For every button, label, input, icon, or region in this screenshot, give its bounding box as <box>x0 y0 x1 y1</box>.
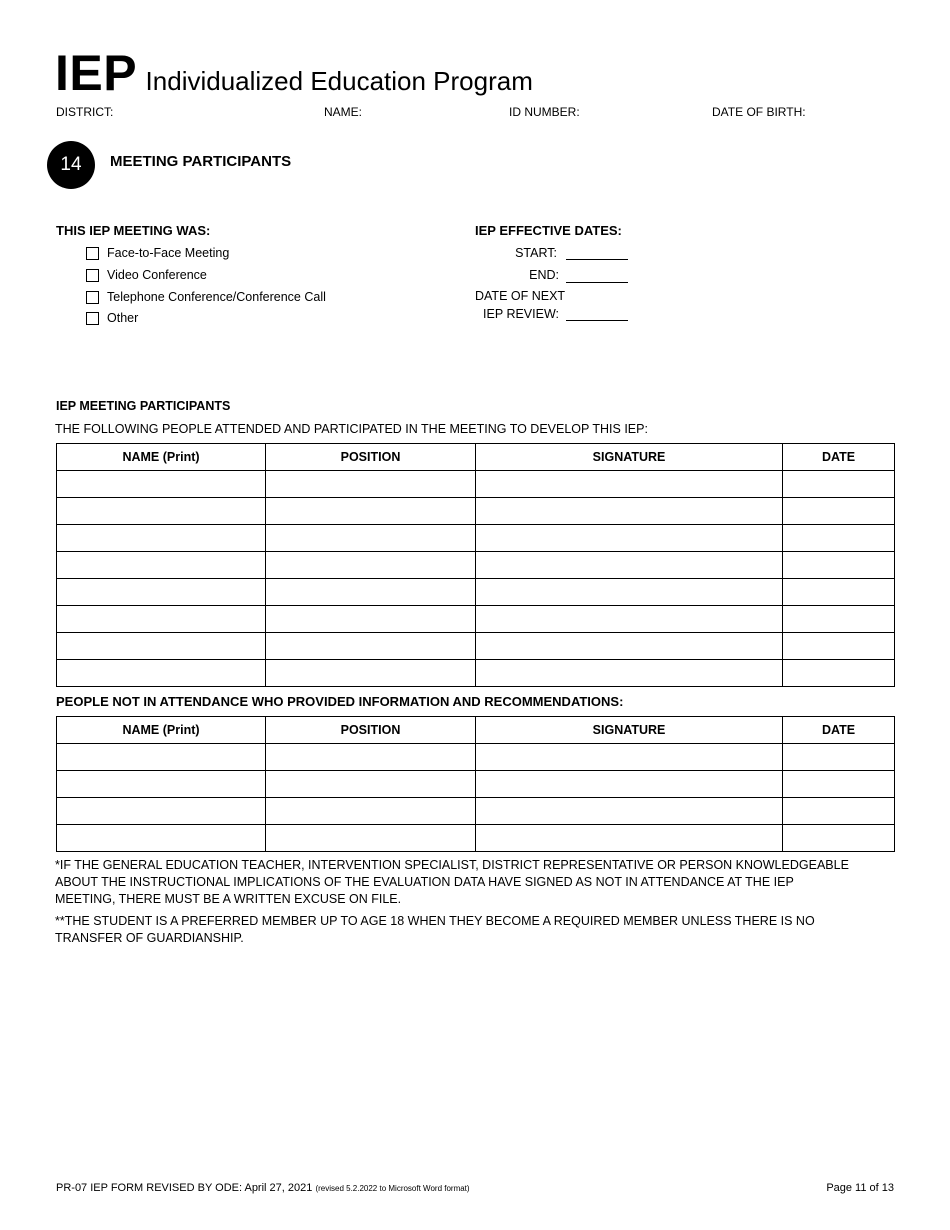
table-row <box>57 798 895 825</box>
table-row <box>57 660 895 687</box>
position-cell[interactable] <box>266 798 476 825</box>
other-checkbox[interactable] <box>86 312 99 325</box>
effective-dates-label: IEP EFFECTIVE DATES: <box>475 223 622 238</box>
name-cell[interactable] <box>57 552 266 579</box>
name-cell[interactable] <box>57 660 266 687</box>
option-video-conference[interactable] <box>86 268 207 282</box>
signature-cell[interactable] <box>476 552 783 579</box>
start-date-field[interactable] <box>566 259 628 260</box>
date-cell[interactable] <box>783 498 895 525</box>
position-cell[interactable] <box>266 606 476 633</box>
position-cell[interactable] <box>266 660 476 687</box>
option-telephone-conference[interactable] <box>86 290 326 304</box>
other-label: Other <box>107 311 139 325</box>
table-row <box>57 552 895 579</box>
position-cell[interactable] <box>266 825 476 852</box>
column-name: NAME (Print) <box>57 717 266 744</box>
telephone-conference-checkbox[interactable] <box>86 291 99 304</box>
column-position: POSITION <box>266 717 476 744</box>
telephone-conference-label: Telephone Conference/Conference Call <box>107 290 326 304</box>
date-cell[interactable] <box>783 771 895 798</box>
next-review-label-line1: DATE OF NEXT <box>475 289 566 303</box>
name-cell[interactable] <box>57 771 266 798</box>
date-cell[interactable] <box>783 606 895 633</box>
face-to-face-label: Face-to-Face Meeting <box>107 246 230 260</box>
name-cell[interactable] <box>57 525 266 552</box>
column-position: POSITION <box>266 444 476 471</box>
footnote-student-member: **THE STUDENT IS A PREFERRED MEMBER UP TO AGE 18 WHEN THEY BECOME A REQUIRED MEMBER UNLESS THERE IS NO TRANSFER OF GUARDIANSHIP. <box>55 914 815 945</box>
column-signature: SIGNATURE <box>476 717 783 744</box>
signature-cell[interactable] <box>476 798 783 825</box>
section-title: MEETING PARTICIPANTS <box>110 153 292 170</box>
name-cell[interactable] <box>57 606 266 633</box>
name-cell[interactable] <box>57 825 266 852</box>
footnote-excuse: *IF THE GENERAL EDUCATION TEACHER, INTERVENTION SPECIALIST, DISTRICT REPRESENTATIVE OR PERSON KNOWLEDGEABLE ABOUT THE INSTRUCTIONAL IMPLICATIONS OF THE EVALUATION DATA HAVE SIGNED AS NOT IN ATTENDANCE AT THE IEP MEETING, THERE MUST BE A WRITTEN EXCUSE ON FILE. <box>55 858 849 906</box>
signature-cell[interactable] <box>476 498 783 525</box>
not-attending-title: PEOPLE NOT IN ATTENDANCE WHO PROVIDED INFORMATION AND RECOMMENDATIONS: <box>56 694 624 709</box>
date-of-birth-label: DATE OF BIRTH: <box>712 105 806 119</box>
table-row <box>57 498 895 525</box>
next-review-label-line2: IEP REVIEW: <box>483 307 559 321</box>
district-label: DISTRICT: <box>56 105 114 119</box>
table-row <box>57 633 895 660</box>
not-attending-header-row <box>57 717 895 744</box>
name-cell[interactable] <box>57 633 266 660</box>
form-title <box>55 44 533 102</box>
name-cell[interactable] <box>57 744 266 771</box>
name-cell[interactable] <box>57 498 266 525</box>
name-cell[interactable] <box>57 798 266 825</box>
table-row <box>57 744 895 771</box>
option-face-to-face[interactable] <box>86 246 229 260</box>
participants-table <box>56 443 895 687</box>
date-cell[interactable] <box>783 471 895 498</box>
table-row <box>57 579 895 606</box>
position-cell[interactable] <box>266 579 476 606</box>
date-cell[interactable] <box>783 579 895 606</box>
id-number-label: ID NUMBER: <box>509 105 580 119</box>
table-row <box>57 606 895 633</box>
table-row <box>57 471 895 498</box>
participants-title: IEP MEETING PARTICIPANTS <box>56 399 231 413</box>
video-conference-label: Video Conference <box>107 268 207 282</box>
position-cell[interactable] <box>266 633 476 660</box>
name-cell[interactable] <box>57 471 266 498</box>
date-cell[interactable] <box>783 552 895 579</box>
next-review-date-field[interactable] <box>566 320 628 321</box>
table-row <box>57 771 895 798</box>
date-cell[interactable] <box>783 825 895 852</box>
footer-form-id <box>56 1182 470 1194</box>
signature-cell[interactable] <box>476 771 783 798</box>
iep-brand: IEP <box>55 45 138 101</box>
date-cell[interactable] <box>783 744 895 771</box>
video-conference-checkbox[interactable] <box>86 269 99 282</box>
name-cell[interactable] <box>57 579 266 606</box>
signature-cell[interactable] <box>476 825 783 852</box>
meeting-type-label: THIS IEP MEETING WAS: <box>56 223 211 238</box>
date-cell[interactable] <box>783 798 895 825</box>
signature-cell[interactable] <box>476 660 783 687</box>
position-cell[interactable] <box>266 744 476 771</box>
page-number: Page 11 of 13 <box>826 1182 894 1194</box>
option-other[interactable] <box>86 311 138 325</box>
end-label: END: <box>529 268 559 282</box>
position-cell[interactable] <box>266 525 476 552</box>
table-row <box>57 825 895 852</box>
date-cell[interactable] <box>783 633 895 660</box>
signature-cell[interactable] <box>476 471 783 498</box>
not-attending-table <box>56 716 895 852</box>
signature-cell[interactable] <box>476 525 783 552</box>
position-cell[interactable] <box>266 771 476 798</box>
revision-note: (revised 5.2.2022 to Microsoft Word format) <box>315 1184 470 1193</box>
name-label: NAME: <box>324 105 363 119</box>
participants-instruction: THE FOLLOWING PEOPLE ATTENDED AND PARTICIPATED IN THE MEETING TO DEVELOP THIS IEP: <box>55 422 648 436</box>
column-date: DATE <box>783 717 895 744</box>
column-signature: SIGNATURE <box>476 444 783 471</box>
date-cell[interactable] <box>783 525 895 552</box>
form-revision: PR-07 IEP FORM REVISED BY ODE: April 27, 2021 <box>56 1182 313 1194</box>
form-subtitle: Individualized Education Program <box>145 66 533 96</box>
position-cell[interactable] <box>266 471 476 498</box>
position-cell[interactable] <box>266 552 476 579</box>
column-date: DATE <box>783 444 895 471</box>
table-row <box>57 525 895 552</box>
date-cell[interactable] <box>783 660 895 687</box>
participants-header-row <box>57 444 895 471</box>
end-date-field[interactable] <box>566 282 628 283</box>
face-to-face-checkbox[interactable] <box>86 247 99 260</box>
position-cell[interactable] <box>266 498 476 525</box>
not-attending-rows <box>57 744 895 852</box>
column-name: NAME (Print) <box>57 444 266 471</box>
signature-cell[interactable] <box>476 633 783 660</box>
signature-cell[interactable] <box>476 606 783 633</box>
start-label: START: <box>515 246 557 260</box>
signature-cell[interactable] <box>476 579 783 606</box>
participants-rows <box>57 471 895 687</box>
section-number-badge: 14 <box>47 141 95 189</box>
signature-cell[interactable] <box>476 744 783 771</box>
